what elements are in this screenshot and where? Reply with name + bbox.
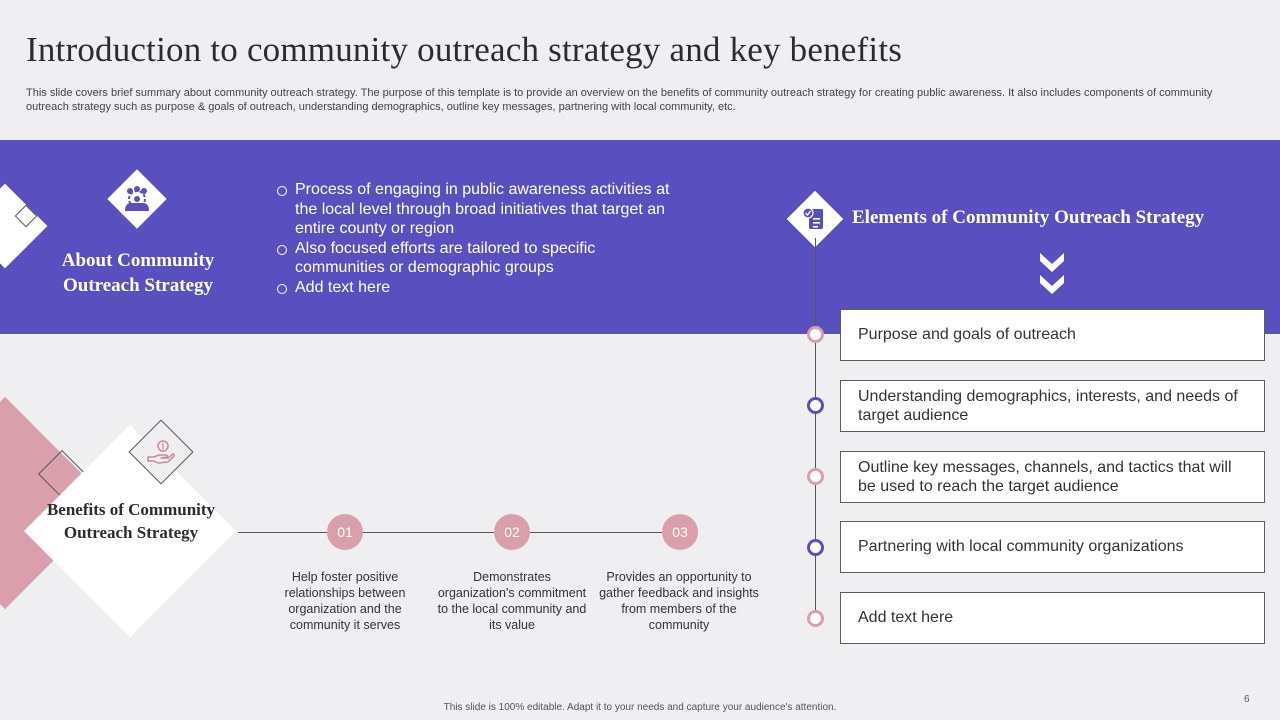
benefit-number-badge: 03 (662, 514, 698, 550)
timeline-line (815, 238, 816, 620)
about-section-title: About Community Outreach Strategy (61, 250, 215, 296)
element-item-text: Add text here (858, 609, 954, 627)
element-item (840, 592, 1265, 644)
element-item-text: Outline key messages, channels, and tactics that will be used to reach the target audience (858, 458, 1232, 495)
element-item-text: Understanding demographics, interests, and needs of target audience (858, 387, 1238, 424)
element-item (840, 521, 1265, 573)
element-item (840, 309, 1265, 361)
about-bullet-item: Process of engaging in public awareness activities at the local level through broad initiatives that target an entire county or region (276, 180, 676, 239)
element-item (840, 451, 1265, 503)
element-item-text: Partnering with local community organizations (858, 538, 1184, 556)
team-gear-icon (121, 183, 153, 215)
element-item-text: Purpose and goals of outreach (858, 326, 1076, 344)
benefit-text: Help foster positive relationships between organization and the community it serves (284, 570, 406, 632)
timeline-dot (807, 468, 824, 485)
timeline-dot (807, 539, 824, 556)
footer-note: This slide is 100% editable. Adapt it to your needs and capture your audience's attention. (443, 702, 837, 713)
page-title: Introduction to community outreach strategy and key benefits (26, 30, 903, 69)
benefits-line (238, 532, 684, 533)
timeline-dot (807, 610, 824, 627)
elements-section-title: Elements of Community Outreach Strategy (852, 207, 1205, 228)
checklist-icon (801, 205, 829, 233)
page-number: 6 (1244, 694, 1250, 705)
benefit-number-badge: 02 (494, 514, 530, 550)
timeline-dot (807, 397, 824, 414)
timeline-dot (807, 326, 824, 343)
benefit-number-badge: 01 (327, 514, 363, 550)
about-bullet-item: Also focused efforts are tailored to specific communities or demographic groups (276, 239, 676, 278)
benefits-section-title: Benefits of Community Outreach Strategy (46, 500, 216, 542)
element-item (840, 380, 1265, 432)
benefit-text: Demonstrates organization's commitment to the local community and its value (437, 570, 587, 632)
slide-description: This slide covers brief summary about community outreach strategy. The purpose of this template is to provide an overview on the benefits of community outreach strategy for creating public awareness. It also includes components of community outreach strategy such as purpose & goals of outreach, understanding demographics, outline key messages, partnering with local community, etc. (26, 87, 1213, 113)
about-bullet-item: Add text here (276, 278, 676, 298)
double-chevron-down-icon (1038, 251, 1066, 297)
hand-coin-icon (146, 437, 176, 467)
about-bullet-list (276, 180, 676, 297)
benefit-text: Provides an opportunity to gather feedback and insights from members of the community (599, 570, 759, 632)
